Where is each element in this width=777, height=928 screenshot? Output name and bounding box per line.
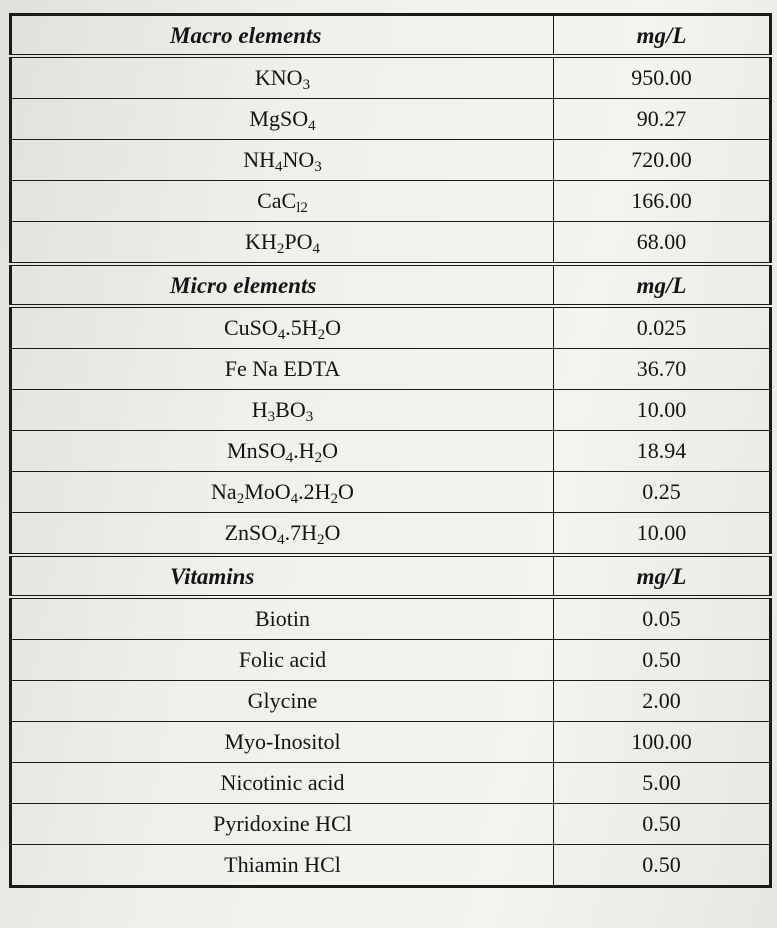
formula-text: O [322,438,338,463]
component-name [11,804,554,845]
table-row [11,472,771,513]
formula-text: O [338,479,354,504]
concentration-value: 90.27 [554,99,771,140]
component-name [11,99,554,140]
table-body [11,15,771,887]
formula-text: .5H [285,315,318,340]
concentration-value: 720.00 [554,140,771,181]
concentration-value: 36.70 [554,349,771,390]
component-name [11,513,554,556]
formula-text: O [325,315,342,340]
formula-text: Folic acid [238,647,327,672]
formula-subscript: 2 [276,241,285,257]
concentration-value: 0.025 [554,306,771,349]
concentration-value: 0.50 [554,640,771,681]
table-row [11,431,771,472]
table-row [11,513,771,556]
formula-subscript: 2 [236,491,245,507]
table-row [11,597,771,640]
concentration-value: 10.00 [554,513,771,556]
formula-text: ZnSO [224,520,278,545]
formula-subscript: 3 [302,77,311,93]
formula-text: H [251,397,268,422]
table-row [11,181,771,222]
component-name [11,306,554,349]
formula-subscript: 4 [285,450,294,466]
section-header [11,15,771,57]
component-name [11,763,554,804]
formula-subscript: 4 [277,532,285,548]
table-row [11,804,771,845]
formula-text: NO [282,147,315,172]
formula-text: Pyridoxine HCl [213,811,352,836]
table-row [11,306,771,349]
formula-text: Na [211,479,237,504]
formula-text: Nicotinic acid [220,770,345,795]
formula-text: CuSO [223,315,278,340]
concentration-value: 100.00 [554,722,771,763]
table-row [11,349,771,390]
formula-subscript: 2 [314,450,323,466]
formula-text: Biotin [254,606,310,631]
concentration-value: 0.25 [554,472,771,513]
component-name [11,472,554,513]
table-row [11,722,771,763]
component-name [11,597,554,640]
component-name [11,722,554,763]
formula-subscript: 2 [330,491,339,507]
component-name [11,349,554,390]
section-header [11,264,771,306]
component-name [11,390,554,431]
component-name [11,431,554,472]
concentration-value: 0.50 [554,845,771,887]
formula-subscript: 3 [305,409,314,425]
formula-text: Thiamin HCl [224,852,341,877]
table-row [11,222,771,265]
formula-subscript: 3 [267,409,276,425]
formula-text: Myo-Inositol [224,729,341,754]
section-title: Vitamins [11,555,554,597]
unit-header: mg/L [554,15,771,57]
section-title: Macro elements [11,15,554,57]
table-row [11,640,771,681]
component-name [11,222,554,265]
table-row [11,763,771,804]
concentration-value: 10.00 [554,390,771,431]
section-header [11,555,771,597]
table-row [11,390,771,431]
formula-text: O [324,520,341,545]
concentration-value: 2.00 [554,681,771,722]
section-title: Micro elements [11,264,554,306]
formula-text: MnSO [227,438,286,463]
component-name [11,640,554,681]
component-name [11,681,554,722]
formula-text: KH [245,229,277,254]
concentration-value: 166.00 [554,181,771,222]
formula-text: Glycine [247,688,318,713]
formula-text: CaC [257,188,297,213]
table-row [11,99,771,140]
concentration-value: 0.05 [554,597,771,640]
formula-text: KNO [254,65,303,90]
unit-header: mg/L [554,555,771,597]
formula-text: PO [284,229,313,254]
formula-text: MgSO [249,106,309,131]
formula-subscript: 4 [277,327,286,343]
component-name [11,181,554,222]
component-name [11,140,554,181]
formula-text: .2H [298,479,331,504]
formula-subscript: 4 [308,118,316,134]
formula-text: Fe Na EDTA [224,356,341,381]
formula-subscript: 4 [275,159,283,175]
table-row [11,56,771,99]
formula-subscript: 2 [317,532,325,548]
formula-text: .H [293,438,315,463]
formula-text: NH [243,147,275,172]
unit-header: mg/L [554,264,771,306]
formula-subscript: 3 [314,159,322,175]
formula-subscript: 2 [317,327,326,343]
formula-text: MoO [244,479,291,504]
table-row [11,140,771,181]
concentration-value: 950.00 [554,56,771,99]
formula-subscript: 4 [290,491,299,507]
formula-text: BO [275,397,306,422]
concentration-value: 68.00 [554,222,771,265]
concentration-value: 18.94 [554,431,771,472]
component-name [11,845,554,887]
formula-text: .7H [284,520,318,545]
component-name [11,56,554,99]
concentration-value: 0.50 [554,804,771,845]
culture-medium-table [9,13,772,888]
table-row [11,845,771,887]
table-row [11,681,771,722]
formula-subscript: 4 [312,241,320,257]
formula-subscript: l2 [296,200,308,216]
concentration-value: 5.00 [554,763,771,804]
